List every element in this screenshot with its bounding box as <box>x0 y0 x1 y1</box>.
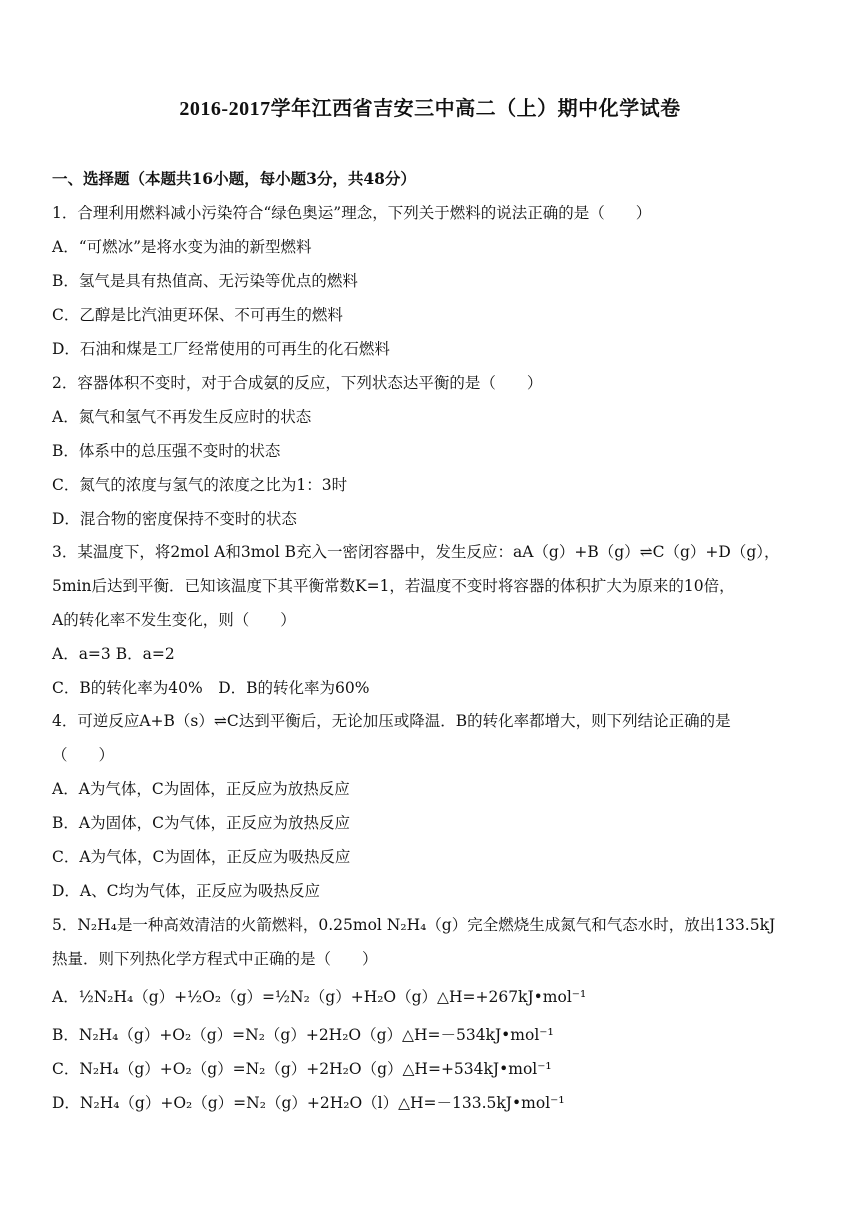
q5-stem-line2: 热量．则下列热化学方程式中正确的是（ ） <box>52 950 378 968</box>
q2-option-d: D．混合物的密度保持不变时的状态 <box>52 510 297 528</box>
q4-stem-line2: （ ） <box>52 746 115 764</box>
q2-option-c: C．氮气的浓度与氢气的浓度之比为1：3时 <box>52 476 348 494</box>
q5-stem-line1: 5．N₂H₄是一种高效清洁的火箭燃料，0.25mol N₂H₄（g）完全燃烧生成氮气和气态水时，放出133.5kJ <box>52 916 776 934</box>
q2-option-b: B．体系中的总压强不变时的状态 <box>52 442 281 460</box>
q2-stem: 2．容器体积不变时，对于合成氨的反应，下列状态达平衡的是（ ） <box>52 374 543 392</box>
q5-option-b: B．N₂H₄（g）+O₂（g）=N₂（g）+2H₂O（g）△H=－534kJ•mol⁻¹ <box>52 1026 554 1044</box>
q2-option-a: A．氮气和氢气不再发生反应时的状态 <box>52 408 312 426</box>
q4-stem-line1: 4．可逆反应A+B（s）⇌C达到平衡后，无论加压或降温．B的转化率都增大，则下列结论正确的是 <box>52 712 731 730</box>
q1-option-d: D．石油和煤是工厂经常使用的可再生的化石燃料 <box>52 340 390 358</box>
page-title: 2016-2017学年江西省吉安三中高二（上）期中化学试卷 <box>179 98 681 120</box>
q1-stem: 1．合理利用燃料减小污染符合“绿色奥运”理念，下列关于燃料的说法正确的是（ ） <box>52 204 652 222</box>
q5-option-a: A．½N₂H₄（g）+½O₂（g）=½N₂（g）+H₂O（g）△H=+267kJ•mol⁻¹ <box>52 988 587 1006</box>
q3-options-cd: C．B的转化率为40% D．B的转化率为60% <box>52 679 370 697</box>
section-heading: 一、选择题（本题共16小题，每小题3分，共48分） <box>52 169 416 188</box>
q4-option-d: D．A、C均为气体，正反应为吸热反应 <box>52 882 320 900</box>
q3-options-ab: A．a=3 B．a=2 <box>52 645 175 663</box>
q1-option-a: A．“可燃冰”是将水变为油的新型燃料 <box>52 238 312 256</box>
q4-option-c: C．A为气体，C为固体，正反应为吸热反应 <box>52 848 351 866</box>
q3-stem-line2: 5min后达到平衡．已知该温度下其平衡常数K=1，若温度不变时将容器的体积扩大为原来的10倍， <box>52 577 735 595</box>
q3-stem-line3: A的转化率不发生变化，则（ ） <box>52 611 296 629</box>
q5-option-d: D．N₂H₄（g）+O₂（g）=N₂（g）+2H₂O（l）△H=－133.5kJ•mol⁻¹ <box>52 1094 565 1112</box>
q3-stem-line1: 3．某温度下，将2mol A和3mol B充入一密闭容器中，发生反应：aA（g）+B（g）⇌C（g）+D（g）， <box>52 543 780 561</box>
q5-option-c: C．N₂H₄（g）+O₂（g）=N₂（g）+2H₂O（g）△H=+534kJ•mol⁻¹ <box>52 1060 552 1078</box>
q1-option-b: B．氢气是具有热值高、无污染等优点的燃料 <box>52 272 358 290</box>
q4-option-b: B．A为固体，C为气体，正反应为放热反应 <box>52 814 350 832</box>
q1-option-c: C．乙醇是比汽油更环保、不可再生的燃料 <box>52 306 343 324</box>
q4-option-a: A．A为气体，C为固体，正反应为放热反应 <box>52 780 350 798</box>
